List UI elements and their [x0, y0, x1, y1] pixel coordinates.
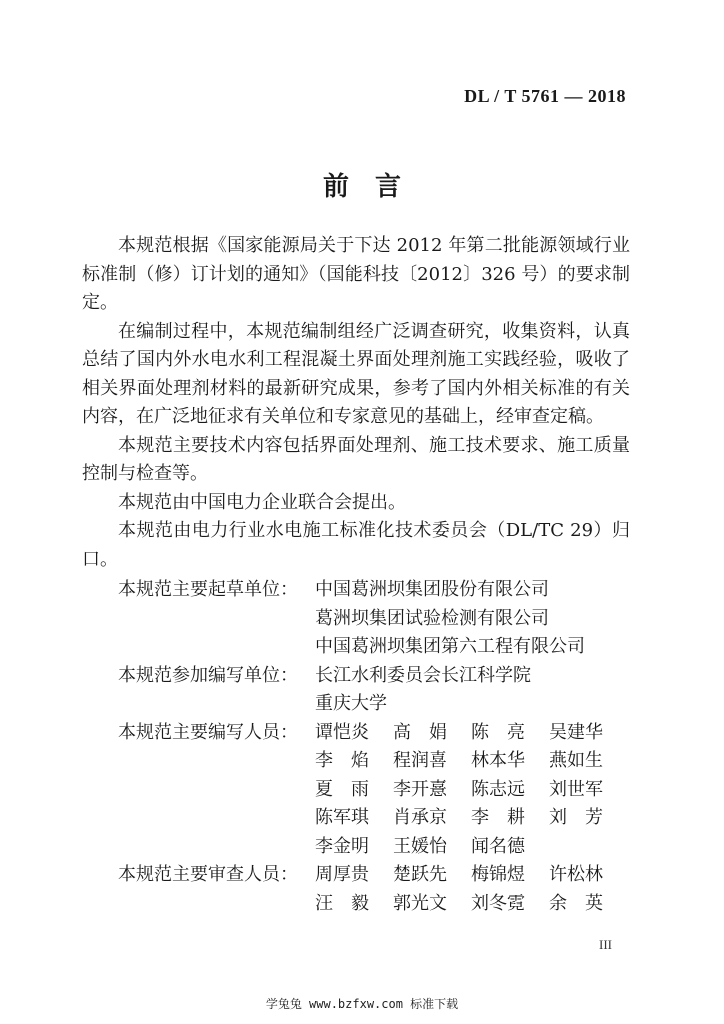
- person-name: 许松林: [549, 864, 603, 885]
- standard-code: DL / T 5761 — 2018: [464, 86, 626, 106]
- paragraph: 本规范由中国电力企业联合会提出。: [118, 491, 406, 513]
- person-name: 李金明: [315, 835, 369, 857]
- person-name: 林本华: [471, 750, 525, 771]
- person-name: 程润喜: [393, 750, 447, 771]
- person-name: 吴建华: [549, 721, 603, 743]
- person-name: 郭光文: [393, 892, 447, 914]
- organization: 葛洲坝集团试验检测有限公司: [315, 607, 549, 629]
- title-char: 言: [374, 172, 401, 202]
- watermark-link[interactable]: 学兔兔 www.bzfxw.com 标准下载: [265, 997, 459, 1011]
- participating-units-row: [82, 662, 630, 719]
- paragraph: 本规范根据《国家能源局关于下达 2012 年第二批能源领域行业标准制（修）订计划的通知》（国能科技〔2012〕326 号）的要求制定。: [82, 235, 630, 313]
- reviewers-row: [82, 861, 630, 918]
- person-name: 汪 毅: [315, 892, 369, 914]
- writers-row: [82, 719, 630, 862]
- organization: 重庆大学: [315, 693, 387, 714]
- drafting-units-row: [82, 576, 630, 662]
- contributor-roster: [82, 576, 630, 918]
- person-name: 刘 芳: [549, 807, 603, 828]
- person-name: 楚跃先: [393, 864, 447, 885]
- organization: 中国葛洲坝集团股份有限公司: [315, 579, 549, 600]
- roster-label: 本规范主要起草单位：: [118, 579, 298, 600]
- person-name: 燕如生: [549, 750, 603, 771]
- title-char: 前: [322, 172, 349, 202]
- person-name: 谭恺炎: [315, 721, 369, 743]
- page-number: III: [599, 937, 612, 952]
- person-name: 周厚贵: [315, 864, 369, 885]
- paragraph: 本规范主要技术内容包括界面处理剂、施工技术要求、施工质量控制与检查等。: [82, 434, 630, 484]
- person-name: 陈军琪: [315, 807, 369, 828]
- paragraph: 本规范由电力行业水电施工标准化技术委员会（DL/TC 29）归口。: [82, 520, 630, 570]
- person-name: 王媛怡: [393, 835, 447, 857]
- person-name: 梅锦煜: [471, 864, 525, 885]
- person-name: 李 焰: [315, 750, 369, 771]
- person-name: 陈 亮: [471, 721, 525, 743]
- organization: 长江水利委员会长江科学院: [315, 664, 531, 686]
- roster-label: 本规范主要编写人员：: [118, 721, 298, 743]
- person-name: 余 英: [549, 892, 603, 914]
- person-name: 李 耕: [471, 807, 525, 828]
- person-name: 肖承京: [393, 807, 447, 828]
- paragraph: 在编制过程中，本规范编制组经广泛调查研究，收集资料，认真总结了国内外水电水利工程混凝土界面处理剂施工实践经验，吸收了相关界面处理剂材料的最新研究成果，参考了国内外相关标准的有关内容，在广泛地征求有关单位和专家意见的基础上，经审查定稿。: [82, 320, 630, 427]
- document-body: [82, 232, 630, 918]
- person-name: 高 娟: [393, 721, 447, 743]
- page-title: [0, 166, 724, 203]
- organization: 中国葛洲坝集团第六工程有限公司: [315, 636, 585, 657]
- person-name: 夏 雨: [315, 778, 369, 800]
- person-name: 李开憙: [393, 778, 447, 800]
- person-name: 刘世军: [549, 778, 603, 800]
- reviewer-names: [315, 861, 630, 918]
- person-name: 闻名德: [471, 835, 525, 857]
- person-name: 陈志远: [471, 778, 525, 800]
- roster-label: 本规范主要审查人员：: [118, 864, 298, 885]
- writer-names: [315, 719, 630, 862]
- roster-label: 本规范参加编写单位：: [118, 664, 298, 686]
- person-name: 刘冬霓: [471, 892, 525, 914]
